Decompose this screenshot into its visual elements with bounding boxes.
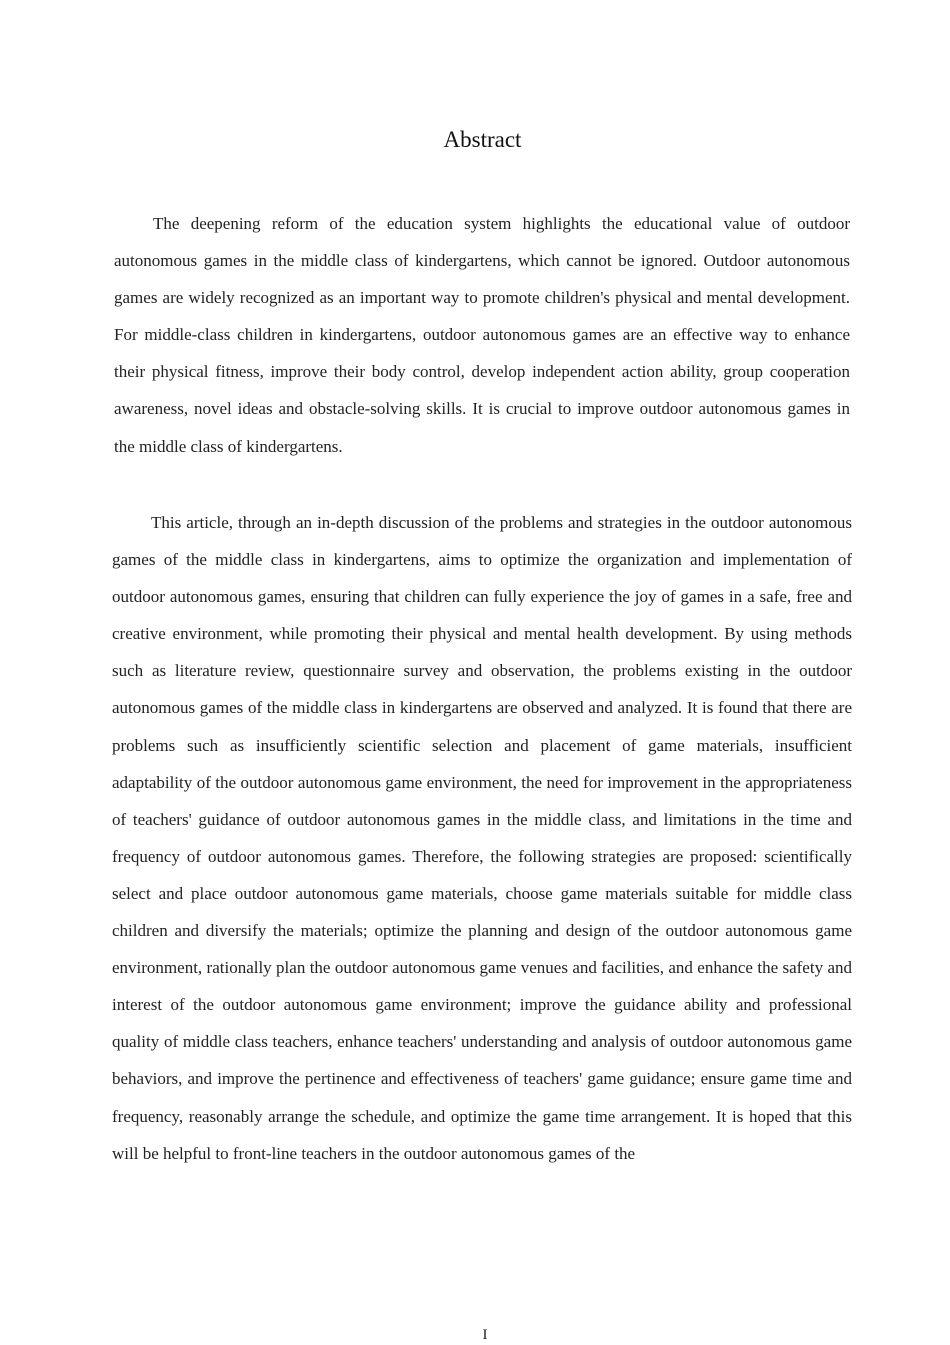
page-number: I	[482, 1327, 488, 1343]
abstract-paragraph-1: The deepening reform of the education system highlights the educational value of outdoor autonomous games in the middle class of kindergartens, which cannot be ignored. Outdoor autonomous games are widely recognized as an important way to promote children's physical and mental development. For middle-class children in kindergartens, outdoor autonomous games are an effective way to enhance their physical fitness, improve their body control, develop independent action ability, group cooperation awareness, novel ideas and obstacle-solving skills. It is crucial to improve outdoor autonomous games in the middle class of kindergartens.	[114, 214, 850, 456]
abstract-paragraph-2: This article, through an in-depth discussion of the problems and strategies in the outdoor autonomous games of the middle class in kindergartens, aims to optimize the organization and implementation of outdoor autonomous games, ensuring that children can fully experience the joy of games in a safe, free and creative environment, while promoting their physical and mental health development. By using methods such as literature review, questionnaire survey and observation, the problems existing in the outdoor autonomous games of the middle class in kindergartens are observed and analyzed. It is found that there are problems such as insufficiently scientific selection and placement of game materials, insufficient adaptability of the outdoor autonomous game environment, the need for improvement in the appropriateness of teachers' guidance of outdoor autonomous games in the middle class, and limitations in the time and frequency of outdoor autonomous games. Therefore, the following strategies are proposed: scientifically select and place outdoor autonomous game materials, choose game materials suitable for middle class children and diversify the materials; optimize the planning and design of the outdoor autonomous game environment, rationally plan the outdoor autonomous game venues and facilities, and enhance the safety and interest of the outdoor autonomous game environment; improve the guidance ability and professional quality of middle class teachers, enhance teachers' understanding and analysis of outdoor autonomous game behaviors, and improve the pertinence and effectiveness of teachers' game guidance; ensure game time and frequency, reasonably arrange the schedule, and optimize the game time arrangement. It is hoped that this will be helpful to front-line teachers in the outdoor autonomous games of the	[112, 513, 852, 1163]
abstract-title: Abstract	[443, 127, 522, 152]
